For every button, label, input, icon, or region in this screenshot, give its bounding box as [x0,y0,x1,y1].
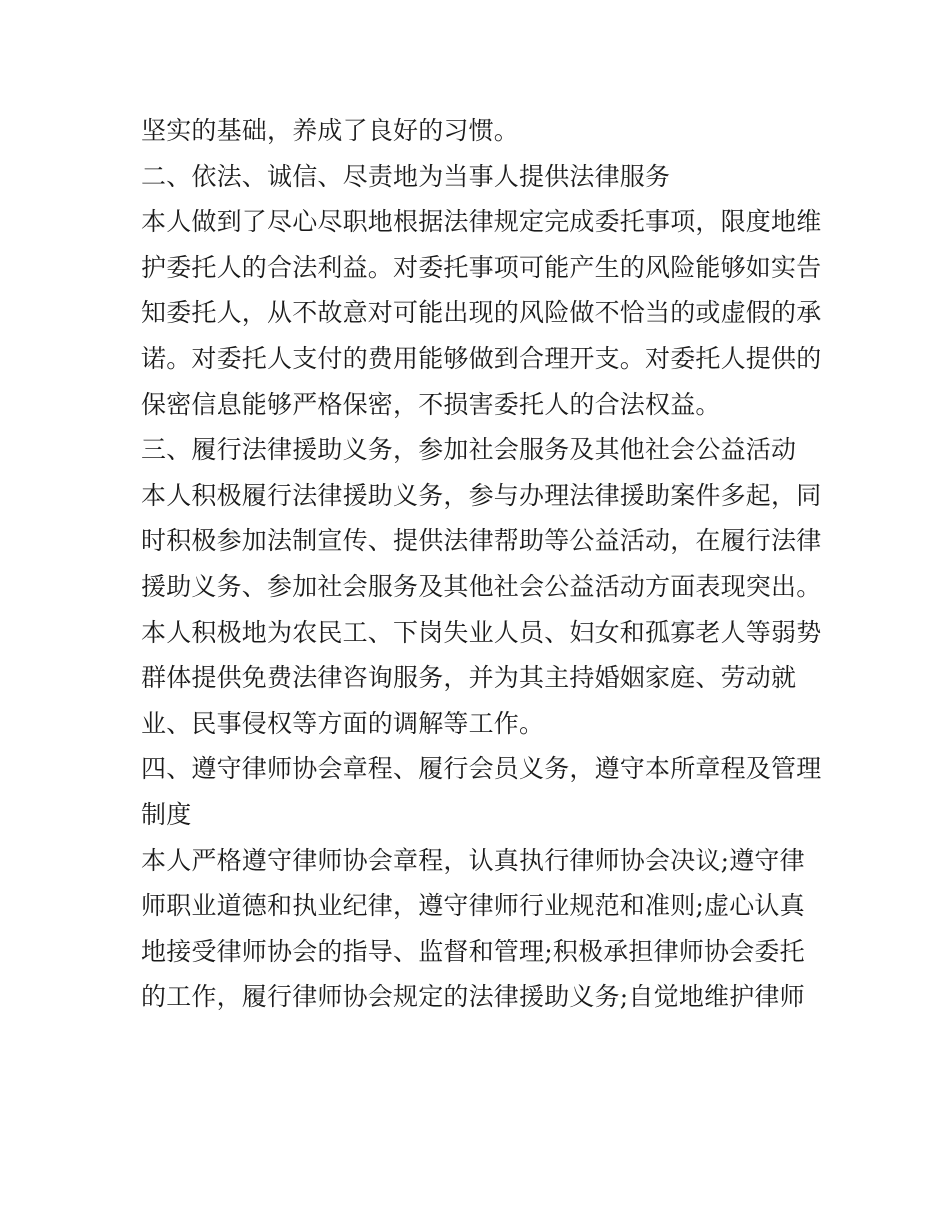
text-line: 群体提供免费法律咨询服务，并为其主持婚姻家庭、劳动就 [141,663,797,693]
text-line: 本人积极履行法律援助义务，参与办理法律援助案件多起，同 [141,480,822,510]
section-heading: 制度 [141,799,192,829]
section-heading: 三、履行法律援助义务，参加社会服务及其他社会公益活动 [141,435,797,465]
section-heading: 四、遵守律师协会章程、履行会员义务，遵守本所章程及管理 [141,754,822,784]
text-line: 知委托人，从不故意对可能出现的风险做不恰当的或虚假的承 [141,298,822,328]
text-line: 时积极参加法制宣传、提供法律帮助等公益活动，在履行法律 [141,526,822,556]
text-line: 本人积极地为农民工、下岗失业人员、妇女和孤寡老人等弱势 [141,617,822,647]
text-line: 坚实的基础，养成了良好的习惯。 [141,116,520,145]
text-line: 本人做到了尽心尽职地根据法律规定完成委托事项，限度地维 [141,207,822,237]
text-line: 保密信息能够严格保密，不损害委托人的合法权益。 [141,389,721,419]
text-line: 业、民事侵权等方面的调解等工作。 [141,708,545,738]
text-line: 的工作，履行律师协会规定的法律援助义务;自觉地维护律师 [141,982,805,1012]
text-line: 诺。对委托人支付的费用能够做到合理开支。对委托人提供的 [141,343,822,373]
text-line: 本人严格遵守律师协会章程，认真执行律师协会决议;遵守律 [141,845,805,875]
section-heading: 二、依法、诚信、尽责地为当事人提供法律服务 [141,161,671,191]
document-body [141,108,821,1020]
text-line: 地接受律师协会的指导、监督和管理;积极承担律师协会委托 [141,936,805,966]
text-line: 师职业道德和执业纪律，遵守律师行业规范和准则;虚心认真 [141,891,805,921]
text-line: 护委托人的合法利益。对委托事项可能产生的风险能够如实告 [141,252,822,282]
text-line: 援助义务、参加社会服务及其他社会公益活动方面表现突出。 [141,571,822,601]
